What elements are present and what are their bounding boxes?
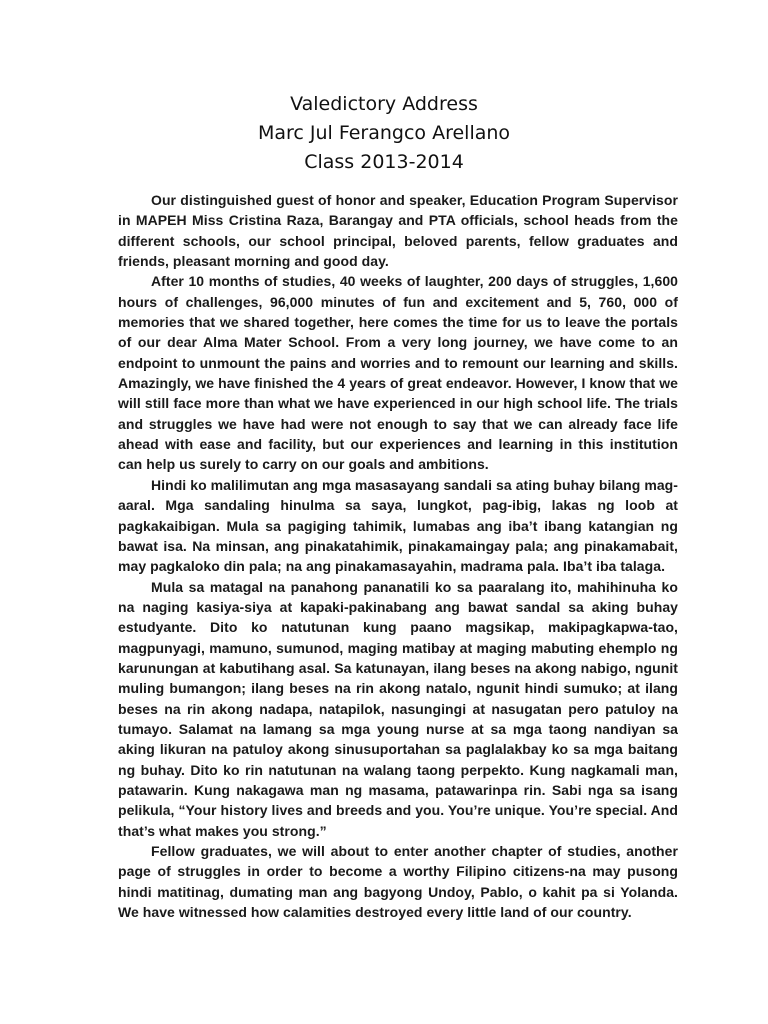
document-title: Valedictory Address [290, 93, 478, 115]
paragraph-journey: After 10 months of studies, 40 weeks of laughter, 200 days of struggles, 1,600 hours of challenges, 96,000 minutes of fun and excitement and 5, 760, 000 of memories that we shared together, here comes the time for us to leave the portals of our dear Alma Mater School. From a very long journey, we have come to an endpoint to unmount the pains and worries and to remount our learning and skills. Amazingly, we have finished the 4 years of great endeavor. However, I know that we will still face more than what we have experienced in our high school life. The trials and struggles we have had were not enough to say that we can already face life ahead with ease and facility, but our experiences and learning in this institution can help us surely to carry on our goals and ambitions. [118, 273, 678, 473]
paragraph-fellow-graduates: Fellow graduates, we will about to enter another chapter of studies, another page of struggles in order to become a worthy Filipino citizens-na may pusong hindi matitinag, dumating man ang bagyong Undoy, Pablo, o kahit pa si Yolanda. We have witnessed how calamities destroyed every little land of our country. [118, 843, 678, 921]
paragraph-memories: Hindi ko malilimutan ang mga masasayang sandali sa ating buhay bilang mag-aaral. Mga sandaling hinulma sa saya, lungkot, pag-ibig, lakas ng loob at pagkakaibigan. Mula sa pagiging tahimik, lumabas ang iba’t ibang katangian ng bawat isa. Na minsan, ang pinakatahimik, pinakamaingay pala; ang pinakamabait, may pagkaloko din pala; na ang pinakamasayahin, madrama pala. Iba’t iba talaga. [118, 476, 678, 575]
speech-body [118, 190, 678, 922]
document-header [0, 90, 768, 177]
class-year: Class 2013-2014 [304, 151, 464, 173]
paragraph-lessons: Mula sa matagal na panahong pananatili ko sa paaralang ito, mahihinuha ko na naging kasiya-siya at kapaki-pakinabang ang bawat sandal sa aking buhay estudyante. Dito ko natutunan kung paano magsikap, makipagkapwa-tao, magpunyagi, mamuno, sumunod, maging matibay at maging mabuting ehemplo ng karunungan at kabutihang asal. Sa katunayan, ilang beses na akong nabigo, ngunit muling bumangon; ilang beses na rin akong natalo, ngunit hindi sumuko; at ilang beses na rin akong nadapa, natapilok, nasungingi at nasugatan pero patuloy na tumayo. Salamat na lamang sa mga young nurse at sa mga taong nandiyan sa aking likuran na patuloy akong sinusuportahan sa paglalakbay ko sa mga baitang ng buhay. Dito ko rin natutunan na walang taong perpekto. Kung nagkamali man, patawarin. Kung nakagawa man ng masama, patawarinpa rin. Sabi nga sa isang pelikula, “Your history lives and breeds and you. You’re unique. You’re special. And that’s what makes you strong.” [118, 578, 678, 839]
author-name: Marc Jul Ferangco Arellano [257, 122, 511, 144]
paragraph-greeting: Our distinguished guest of honor and speaker, Education Program Supervisor in MAPEH Miss Cristina Raza, Barangay and PTA officials, school heads from the different schools, our school principal, beloved parents, fellow graduates and friends, pleasant morning and good day. [118, 192, 678, 270]
